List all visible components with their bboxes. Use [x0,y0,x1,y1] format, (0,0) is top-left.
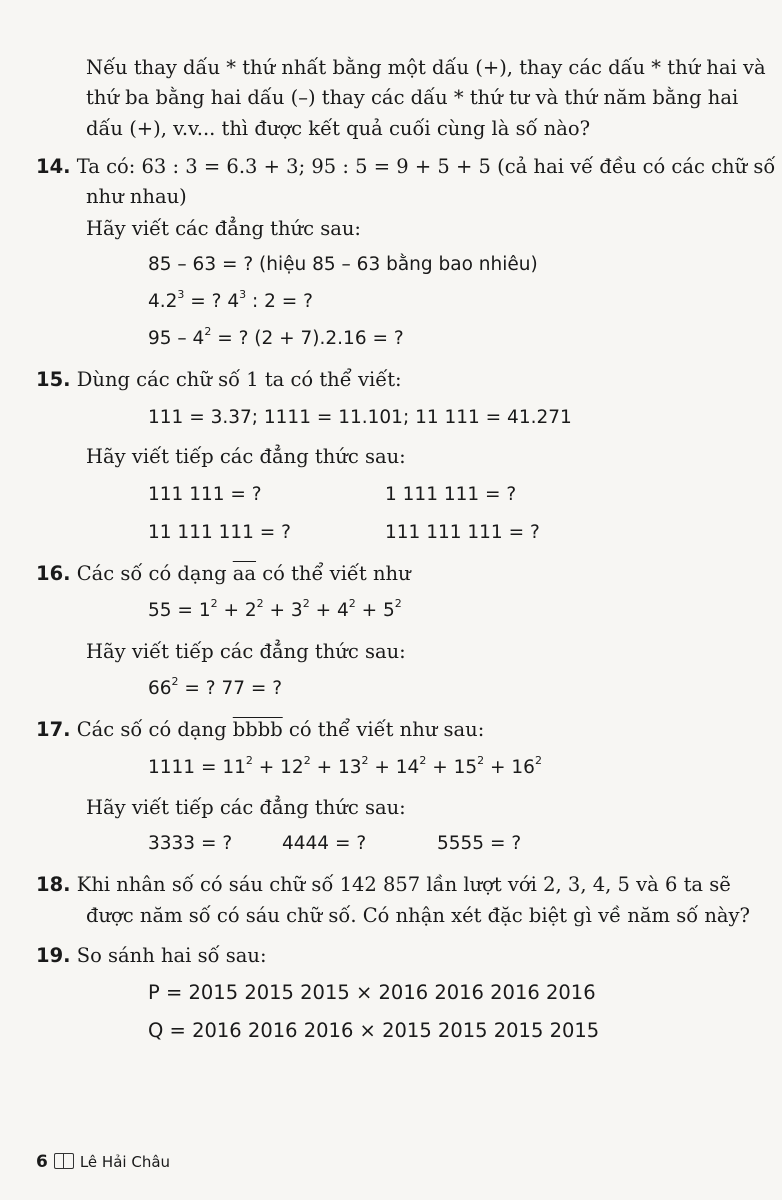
term: 15 [453,757,478,778]
problem-14-prompt: Hãy viết các đẳng thức sau: [86,217,361,240]
plus: + [309,600,337,621]
problem-15-number: 15. [36,368,71,391]
term: 1 [198,600,211,621]
eq-part: = ? 77 = ? [178,678,283,699]
problem-15-cell-4: 111 111 111 = ? [385,522,540,543]
exponent: 2 [361,753,369,767]
eq-part: 4.2 [148,291,178,312]
term: 12 [280,757,304,778]
exponent: 2 [477,753,485,767]
problem-15-prompt: Hãy viết tiếp các đẳng thức sau: [86,445,406,468]
plus: + [217,600,245,621]
exponent: 2 [302,596,310,610]
plus: + [263,600,291,621]
problem-16-eq-2 [148,674,283,699]
problem-16-line-1 [36,562,411,585]
problem-15-text: Dùng các chữ số 1 ta có thể viết: [76,368,402,391]
exponent: 3 [239,287,247,301]
problem-14-line-1 [36,155,775,178]
problem-19-number: 19. [36,944,71,967]
plus: + [355,600,383,621]
exponent: 2 [210,596,218,610]
problem-16-text-end: có thể viết như [256,562,411,585]
problem-14-text: Ta có: 63 : 3 = 6.3 + 3; 95 : 5 = 9 + 5 + 5 (cả hai vế đều có các chữ số [76,155,776,178]
intro-line-2: thứ ba bằng hai dấu (–) thay các dấu * thứ tư và thứ năm bằng hai [86,86,739,109]
eq-lhs: 55 = [148,600,199,621]
term: 14 [395,757,420,778]
exponent: 2 [303,753,311,767]
exponent: 3 [177,287,185,301]
problem-14-line-2: như nhau) [86,185,187,208]
exponent: 2 [245,753,253,767]
problem-15-cell-1: 111 111 = ? [148,484,262,505]
problem-16-prompt: Hãy viết tiếp các đẳng thức sau: [86,640,406,663]
term: 2 [244,600,257,621]
problem-14-eq-2 [148,287,314,312]
intro-line-1: Nếu thay dấu * thứ nhất bằng một dấu (+), thay các dấu * thứ hai và [86,56,766,79]
term: 11 [222,757,246,778]
author-name: Lê Hải Châu [79,1153,171,1171]
page-number: 6 [36,1152,48,1172]
term: 16 [511,757,535,778]
problem-15-eq: 111 = 3.37; 1111 = 11.101; 11 111 = 41.271 [148,407,572,428]
book-icon [54,1153,74,1169]
eq-part: = ? (2 + 7).2.16 = ? [211,328,404,349]
problem-18-line-1 [36,873,731,896]
problem-15-cell-2: 1 111 111 = ? [385,484,517,505]
problem-16-text: Các số có dạng [76,562,233,585]
problem-19-text: So sánh hai số sau: [76,944,267,967]
problem-14-number: 14. [36,155,71,178]
eq-lhs: 1111 = [148,757,223,778]
problem-17-prompt: Hãy viết tiếp các đẳng thức sau: [86,796,406,819]
exponent: 2 [171,674,179,688]
problem-17-text-end: có thể viết như sau: [282,718,485,741]
exponent: 2 [348,596,356,610]
problem-17-cell-2: 4444 = ? [282,833,367,854]
problem-17-cell-3: 5555 = ? [437,833,522,854]
problem-16-eq [148,596,402,621]
page-footer [36,1152,170,1172]
problem-15-line-1 [36,368,402,391]
problem-18-number: 18. [36,873,71,896]
exponent: 2 [534,753,542,767]
problem-17-number: 17. [36,718,71,741]
plus: + [368,757,396,778]
problem-18-line-2: được năm số có sáu chữ số. Có nhận xét đặc biệt gì về năm số này? [86,904,750,927]
term: 4 [336,600,349,621]
plus: + [484,757,512,778]
exponent: 2 [394,596,402,610]
problem-14-eq-1: 85 – 63 = ? (hiệu 85 – 63 bằng bao nhiêu) [148,254,538,275]
problem-19-P: P = 2015 2015 2015 × 2016 2016 2016 2016 [148,981,596,1004]
exponent: 2 [256,596,264,610]
problem-17-text: Các số có dạng [76,718,233,741]
problem-15-cell-3: 11 111 111 = ? [148,522,292,543]
problem-19-line-1 [36,944,267,967]
eq-part: 66 [148,678,172,699]
term: 3 [290,600,303,621]
overlined-form: $\overline{aa}$ [232,562,257,585]
intro-line-3: dấu (+), v.v... thì được kết quả cuối cùng là số nào? [86,117,591,140]
plus: + [310,757,338,778]
eq-part: 95 – 4 [148,328,205,349]
eq-part: = ? 4 [184,291,240,312]
exponent: 2 [419,753,427,767]
problem-17-eq [148,753,542,778]
problem-19-Q: Q = 2016 2016 2016 × 2015 2015 2015 2015 [148,1019,600,1042]
term: 13 [337,757,362,778]
term: 5 [383,600,395,621]
problem-17-cell-1: 3333 = ? [148,833,233,854]
problem-18-text: Khi nhân số có sáu chữ số 142 857 lần lượt với 2, 3, 4, 5 và 6 ta sẽ [76,873,731,896]
plus: + [426,757,454,778]
problem-14-eq-3 [148,324,404,349]
exponent: 2 [204,324,212,338]
plus: + [252,757,281,778]
overlined-form: bbbb [232,718,283,741]
eq-part: : 2 = ? [246,291,314,312]
problem-17-line-1 [36,718,484,741]
problem-16-number: 16. [36,562,71,585]
